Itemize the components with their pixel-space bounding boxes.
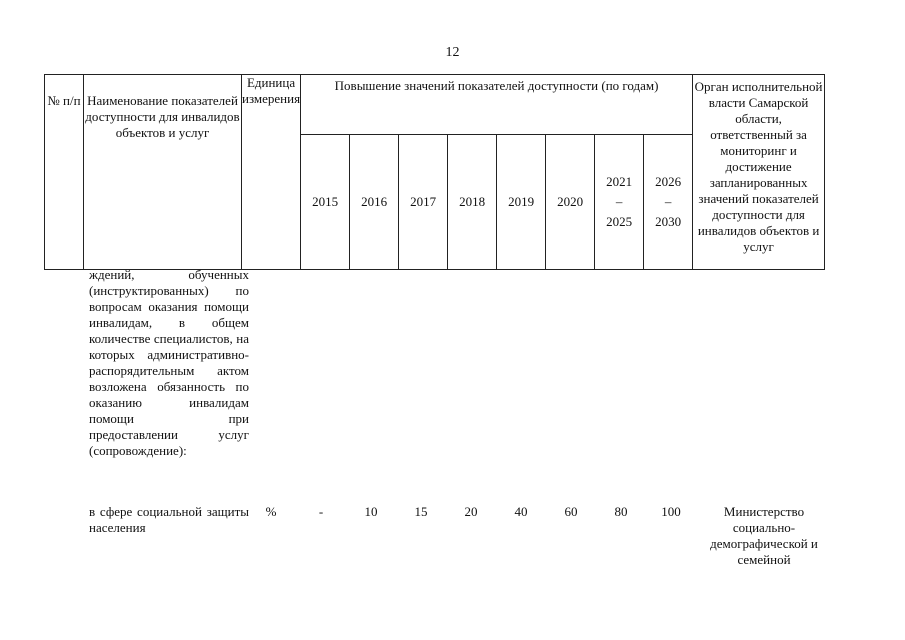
row-value-2016: 10 <box>364 504 378 519</box>
row-unit: % <box>265 504 277 519</box>
header-responsible-organ: Орган исполнительной власти Самарской области, ответственный за мониторинг и достижение запланированных значений показателей доступности для инвалидов объектов и услуг <box>693 75 825 270</box>
header-period-2026-2030 <box>644 135 693 270</box>
row-indicator-name: в сфере социальной защиты населения <box>89 504 249 535</box>
indicator-continuation-text: ждений, обученных (инструктированных) по вопросам оказания помощи инвалидам, в общем количестве специалистов, на которых административно-распорядительным актом возложена обязанность по оказанию инвалидам помощи при предоставлении услуг (сопровождение): <box>89 267 249 458</box>
header-unit: Единица измерения <box>242 75 301 270</box>
header-year: 2018 <box>448 135 497 270</box>
header-year: 2020 <box>546 135 595 270</box>
period-dash: – <box>664 194 672 209</box>
period-end: 2025 <box>606 214 633 229</box>
row-value-2021-2025: 80 <box>614 504 628 519</box>
period-dash: – <box>615 194 623 209</box>
row-value-2019: 40 <box>514 504 528 519</box>
indicator-table-header <box>44 74 825 270</box>
header-year: 2017 <box>399 135 448 270</box>
row-value-2020: 60 <box>564 504 578 519</box>
row-value-2015: - <box>318 504 324 519</box>
header-year: 2016 <box>350 135 399 270</box>
header-year: 2015 <box>301 135 350 270</box>
header-year: 2019 <box>497 135 546 270</box>
header-period-2021-2025 <box>595 135 644 270</box>
header-years-group: Повышение значений показателей доступности (по годам) <box>301 75 693 135</box>
period-start: 2026 <box>655 174 682 189</box>
header-indicator-name: Наименование показателей доступности для инвалидов объектов и услуг <box>84 75 242 270</box>
row-value-2017: 15 <box>414 504 428 519</box>
period-start: 2021 <box>606 174 633 189</box>
row-responsible-organ: Министерство социально-демографической и семейной <box>710 504 818 567</box>
row-value-2026-2030: 100 <box>661 504 681 519</box>
row-value-2018: 20 <box>464 504 478 519</box>
period-end: 2030 <box>655 214 682 229</box>
header-number: № п/п <box>45 75 84 270</box>
page-number: 12 <box>445 45 460 60</box>
